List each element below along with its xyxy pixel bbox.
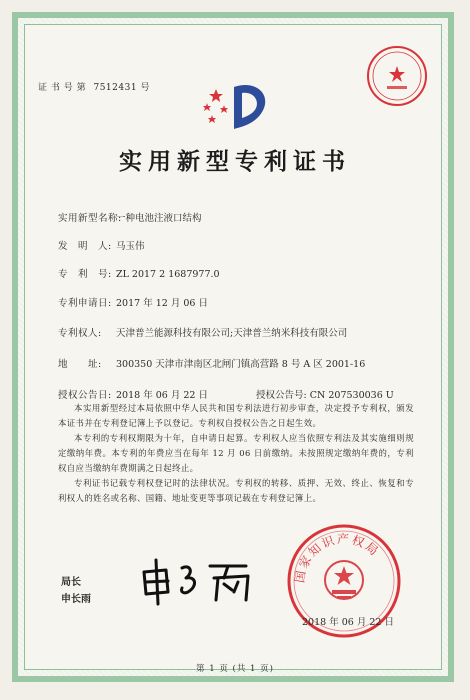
signatory-name: 申长雨 [61,594,91,605]
field-patent-number [58,266,220,280]
page-footer: 第 1 页 (共 1 页) [196,664,274,674]
field-value: 300350 天津市津南区北闸门镇高营路 8 号 A 区 2001-16 [116,359,366,370]
field-label: 实用新型名称: [58,213,122,224]
field-label: 专利权人: [58,328,102,339]
field-value: 2018 年 06 月 22 日 [116,390,208,401]
signatory-title: 局长 [61,577,81,588]
paragraph: 本专利的专利权期限为十年，自申请日起算。专利权人应当依照专利法及其实施细则规定缴纳年费。本专利的年费应当在每年 12 月 06 日前缴纳。未按照规定缴纳年费的，专利权自应当缴纳年费期满之日起终止。 [58,433,414,473]
field-label: 授权公告日: [58,390,112,401]
field-label: 发 明 人: [58,241,112,252]
svg-text:国家知识产权局 [293,531,383,584]
field-value: 2017 年 12 月 06 日 [116,298,208,309]
seal-text: 国家知识产权局 [292,532,383,584]
seal-date: 2018 年 06 月 22 日 [302,617,394,628]
page-title: 实用新型专利证书 [119,148,351,175]
field-value: 一种电池注液口结构 [116,213,202,224]
grant-number-label: 授权公告号: [256,390,307,401]
field-inventor [58,238,145,252]
field-utility-model-name [58,210,202,224]
patent-office-logo-icon [200,75,276,135]
field-application-date [58,295,208,309]
field-patentee [58,325,347,339]
field-label: 专利申请日: [58,298,112,309]
grant-number-value: CN 207530036 U [309,390,394,401]
field-value: 马玉伟 [116,241,145,252]
handwritten-signature-icon [138,556,258,606]
paragraph: 本实用新型经过本局依照中华人民共和国专利法进行初步审查，决定授予专利权，颁发本证书并在专利登记簿上予以登记。专利权自授权公告之日起生效。 [58,403,414,428]
field-value: ZL 2017 2 1687977.0 [116,269,220,280]
paragraph: 专利证书记载专利权登记时的法律状况。专利权的转移、质押、无效、终止、恢复和专利权人的姓名或名称、国籍、地址变更等事项记载在专利登记簿上。 [58,478,414,503]
field-label: 地 址: [58,359,102,370]
certificate-number-value: 7512431 [93,83,138,93]
field-value: 天津普兰能源科技有限公司;天津普兰纳米科技有限公司 [116,328,348,339]
field-label: 专 利 号: [58,269,112,280]
certificate-number [38,80,150,93]
field-address [58,356,365,370]
agency-seal-icon [365,44,429,108]
certificate-number-label: 证 书 号 第 [38,83,87,93]
field-grant-date [58,387,394,401]
certificate-number-suffix: 号 [140,83,150,93]
